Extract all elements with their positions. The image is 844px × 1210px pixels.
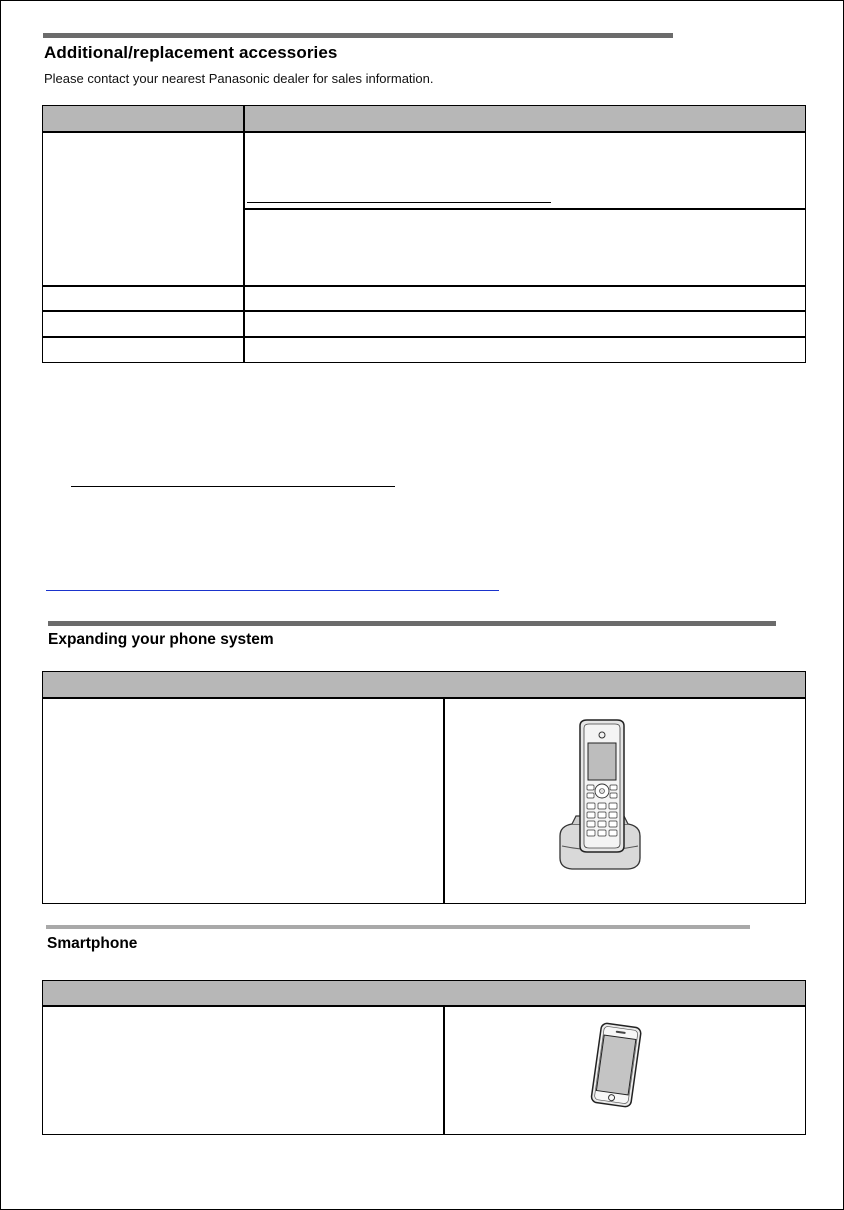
accessories-table-border xyxy=(42,105,806,363)
smartphone-icon xyxy=(586,1021,646,1111)
expanding-column-divider xyxy=(443,698,445,903)
accessories-subtitle: Please contact your nearest Panasonic dealer for sales information. xyxy=(44,71,434,86)
accessories-row-rule xyxy=(43,310,805,312)
section-divider-smartphone xyxy=(46,925,750,929)
section-divider-accessories xyxy=(43,33,673,38)
smartphone-column-divider xyxy=(443,1006,445,1134)
note-link-underline[interactable] xyxy=(71,486,395,487)
smartphone-header-rule xyxy=(43,1005,805,1007)
expanding-table-border xyxy=(42,671,806,904)
accessories-row-rule xyxy=(43,336,805,338)
expanding-header-rule xyxy=(43,697,805,699)
smartphone-title: Smartphone xyxy=(47,935,138,952)
table-cell-underline xyxy=(247,202,551,203)
accessories-title: Additional/replacement accessories xyxy=(44,43,338,62)
accessories-subrow-rule xyxy=(244,208,805,210)
accessories-header-rule xyxy=(43,131,805,133)
section-divider-expanding xyxy=(48,621,776,626)
web-link-underline[interactable] xyxy=(46,590,499,591)
smartphone-table-border xyxy=(42,980,806,1135)
expanding-title: Expanding your phone system xyxy=(48,631,274,648)
accessories-row-rule xyxy=(43,285,805,287)
accessories-column-divider xyxy=(243,106,245,362)
cordless-handset-icon xyxy=(554,718,644,873)
